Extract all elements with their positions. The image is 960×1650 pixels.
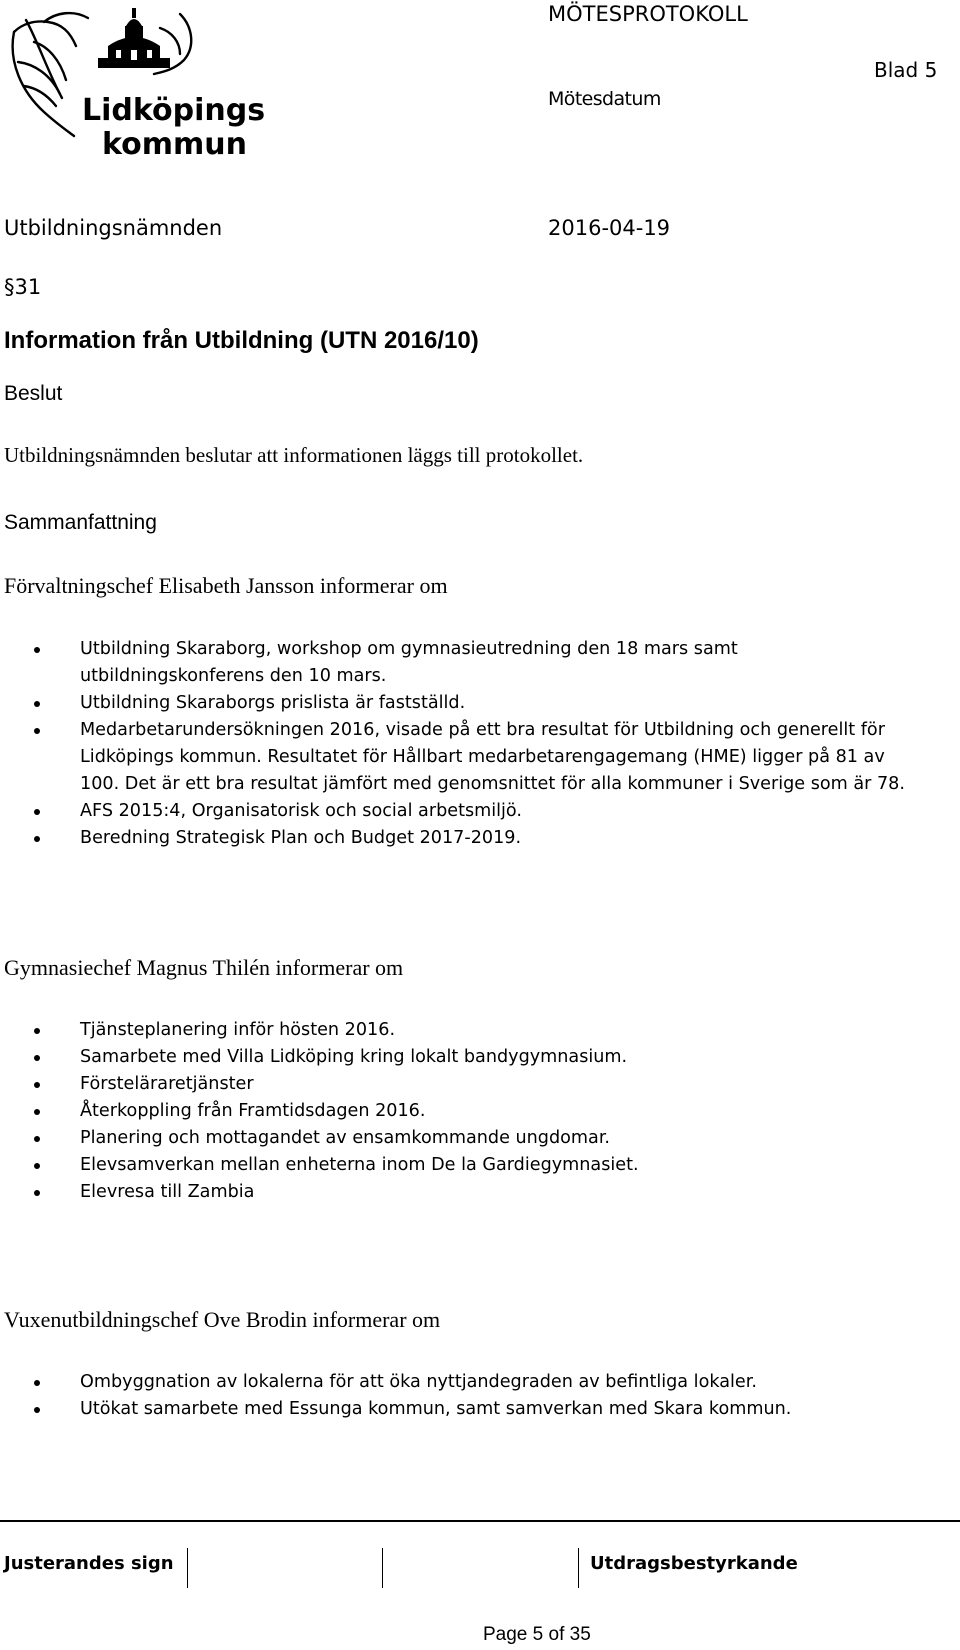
signature-field-divider bbox=[382, 1548, 383, 1588]
list-item: Ombyggnation av lokalerna för att öka nyttjandegraden av befintliga lokaler. bbox=[30, 1369, 940, 1396]
section-title: Information från Utbildning (UTN 2016/10) bbox=[4, 327, 479, 354]
list-item: Elevsamverkan mellan enheterna inom De la Gardiegymnasiet. bbox=[30, 1152, 940, 1179]
list-item: Utbildning Skaraborgs prislista är fastställd. bbox=[30, 690, 940, 717]
list-item: Tjänsteplanering inför hösten 2016. bbox=[30, 1017, 940, 1044]
decision-heading: Beslut bbox=[4, 382, 63, 405]
signature-field-divider bbox=[578, 1548, 579, 1588]
list-item: AFS 2015:4, Organisatorisk och social arbetsmiljö. bbox=[30, 798, 940, 825]
board-name: Utbildningsnämnden bbox=[4, 216, 223, 240]
list-item: Samarbete med Villa Lidköping kring lokalt bandygymnasium. bbox=[30, 1044, 940, 1071]
meeting-date-label: Mötesdatum bbox=[548, 88, 661, 110]
summary-heading: Sammanfattning bbox=[4, 511, 157, 534]
lidkopings-kommun-logo bbox=[4, 2, 266, 162]
list-item: Medarbetarundersökningen 2016, visade på ett bra resultat för Utbildning och generellt för Lidköpings kommun. Resultatet för Hållbart medarbetarengagemang (HME) ligger på 81 av 100. Det är ett bra resultat jämfört med genomsnittet för alla kommuner i Sverige som är 78. bbox=[30, 717, 940, 798]
list-item: Elevresa till Zambia bbox=[30, 1179, 940, 1206]
svg-text:kommun: kommun bbox=[102, 127, 247, 162]
bullet-list bbox=[30, 636, 940, 852]
meeting-date: 2016-04-19 bbox=[548, 216, 671, 240]
document-type: MÖTESPROTOKOLL bbox=[548, 2, 748, 26]
list-item: Beredning Strategisk Plan och Budget 2017-2019. bbox=[30, 825, 940, 852]
list-item: Utökat samarbete med Essunga kommun, samt samverkan med Skara kommun. bbox=[30, 1396, 940, 1423]
signature-field-divider bbox=[187, 1548, 188, 1588]
adjusting-signature-label: Justerandes sign bbox=[4, 1553, 174, 1574]
speaker-line: Gymnasiechef Magnus Thilén informerar om bbox=[4, 955, 404, 980]
speaker-line: Förvaltningschef Elisabeth Jansson informerar om bbox=[4, 573, 448, 598]
section-number: §31 bbox=[4, 275, 42, 299]
list-item: Utbildning Skaraborg, workshop om gymnasieutredning den 18 mars samt utbildningskonferens den 10 mars. bbox=[30, 636, 940, 690]
speaker-line: Vuxenutbildningschef Ove Brodin informerar om bbox=[4, 1307, 441, 1332]
page-number: Page 5 of 35 bbox=[483, 1624, 591, 1645]
list-item: Planering och mottagandet av ensamkommande ungdomar. bbox=[30, 1125, 940, 1152]
bullet-list bbox=[30, 1017, 940, 1206]
sheet-number: Blad 5 bbox=[874, 58, 938, 82]
extract-certification-label: Utdragsbestyrkande bbox=[590, 1553, 798, 1574]
list-item: Återkoppling från Framtidsdagen 2016. bbox=[30, 1098, 940, 1125]
decision-text: Utbildningsnämnden beslutar att informationen läggs till protokollet. bbox=[4, 443, 584, 467]
svg-text:Lidköpings: Lidköpings bbox=[82, 93, 266, 128]
footer-divider bbox=[0, 1520, 960, 1522]
list-item: Försteläraretjänster bbox=[30, 1071, 940, 1098]
bullet-list bbox=[30, 1369, 940, 1423]
